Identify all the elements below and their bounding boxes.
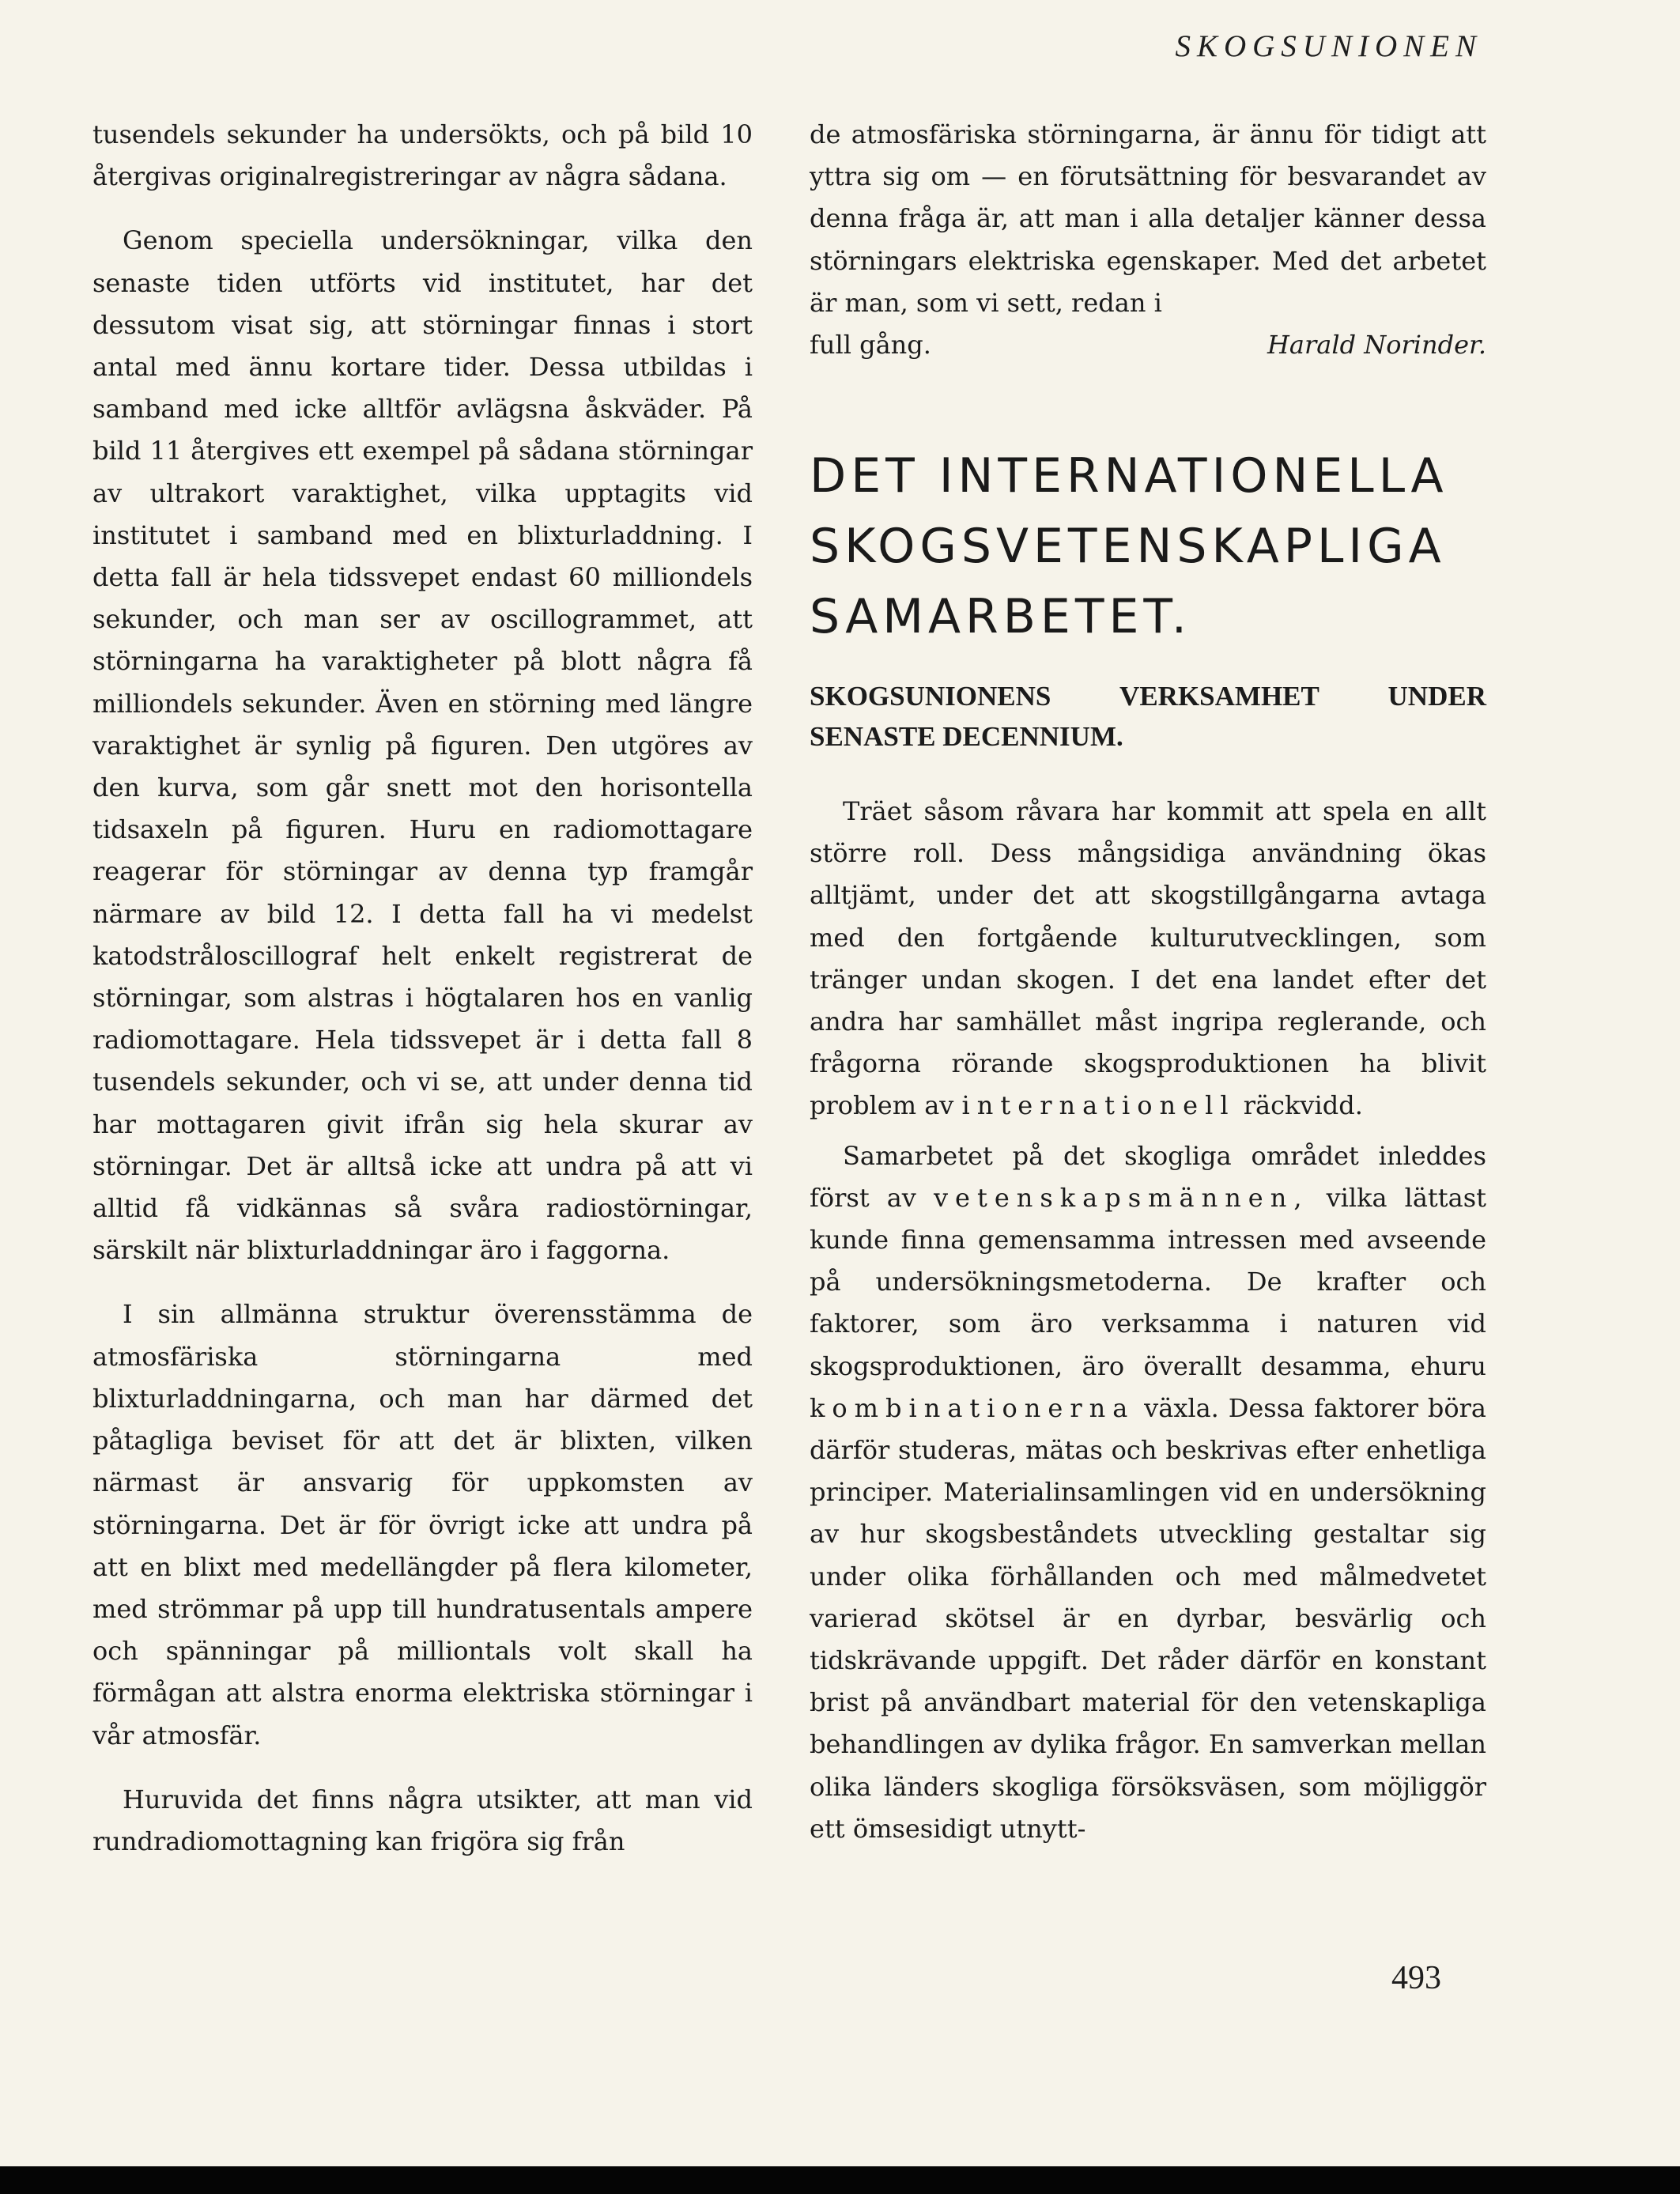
left-paragraph-4: Huruvida det finns några utsikter, att man vid rundradiomottagning kan frigöra sig från (92, 1784, 753, 1856)
right-paragraph-1: de atmosfäriska störningarna, är ännu för tidigt att yttra sig om — en förutsättning för besvarandet av denna fråga är, att man i alla detaljer känner dessa störningars elektriska egenskaper. Med det arbetet är man, som vi sett, redan i (810, 119, 1486, 318)
subtitle-word-1: SKOGSUNIONENS (810, 681, 1051, 712)
left-column (92, 114, 753, 1885)
running-head: SKOGSUNIONEN (1175, 29, 1482, 63)
left-paragraph-3: I sin allmänna struktur överensstämma de atmosfäriska störningarna med blixturladdningarna, och man har därmed det påtagliga beviset för att det är blixten, vilken närmast är ansvarig för uppkomsten av störningarna. Det är för övrigt icke att undra på att en blixt med medellängder på flera kilometer, med strömmar på upp till hundratusentals ampere och spänningar på milliontals volt skall ha förmågan att alstra enorma elektriska störningar i vår atmosfär. (92, 1299, 753, 1750)
signature-line (810, 324, 1486, 366)
scan-edge-bar (0, 2166, 1680, 2194)
right-paragraph-3-text-b: vilka lättast kunde finna gemensamma intressen med avseende på undersökningsmetoderna. De krafter och faktorer, som äro verksamma i naturen vid skogsproduktionen, äro överallt desamma, ehuru (810, 1182, 1487, 1381)
article-title-line-3: SAMARBETET. (810, 589, 1191, 644)
right-paragraph-3-text-c: växla. Dessa faktorer böra därför studeras, mätas och beskrivas efter enhetliga principer. Materialinsamlingen vid en undersökning av hur skogsbeståndets utveckling gestaltar sig under olika förhållanden och med målmedvetet varierad skötsel är en dyrbar, besvärlig och tidskrävande uppgift. Det råder därför en konstant brist på användbart material för den vetenskapliga behandlingen av dylika frågor. En samverkan mellan olika länders skogliga försöksväsen, som möjliggör ett ömsesidigt utnytt- (810, 1392, 1487, 1844)
right-paragraph-3 (810, 1135, 1486, 1850)
right-column-body (810, 791, 1486, 1858)
right-paragraph-2-end: räckvidd. (1243, 1090, 1363, 1121)
article-subtitle-line-1 (810, 676, 1486, 716)
article-subtitle-line-2: SENASTE DECENNIUM. (810, 721, 1123, 752)
author-signature: Harald Norinder. (1267, 330, 1486, 361)
spaced-word-vetenskapsmannen: vetenskapsmännen, (933, 1182, 1309, 1213)
right-paragraph-2-text: Träet såsom råvara har kommit att spela en allt större roll. Dess mångsidiga användning ökas alltjämt, under det att skogstillgångarna avtaga med den fortgående kulturutvecklingen, som tränger undan skogen. I det ena landet efter det andra har samhället måst ingripa reglerande, och frågorna rörande skogsproduktionen ha blivit problem av (810, 796, 1486, 1121)
left-paragraph-1: tusendels sekunder ha undersökts, och på bild 10 återgivas originalregistreringar av några sådana. (92, 119, 753, 192)
article-title (810, 441, 1505, 652)
right-column-top (810, 114, 1486, 366)
right-paragraph-2 (810, 791, 1486, 1127)
article-title-line-2: SKOGSVETENSKAPLIGA (810, 519, 1446, 574)
article-title-line-1: DET INTERNATIONELLA (810, 448, 1448, 504)
spaced-word-internationell: internationell (961, 1090, 1236, 1121)
left-paragraph-2: Genom speciella undersökningar, vilka den senaste tiden utförts vid institutet, har det dessutom visat sig, att störningar finnas i stort antal med ännu kortare tider. Dessa utbildas i samband med icke alltför avlägsna åskväder. På bild 11 återgives ett exempel på sådana störningar av ultrakort varaktighet, vilka upptagits vid institutet i samband med en blixturladdning. I detta fall är hela tidssvepet endast 60 milliondels sekunder, och man ser av oscillogrammet, att störningarna ha varaktigheter på blott några få milliondels sekunder. Även en störning med längre varaktighet är synlig på figuren. Den utgöres av den kurva, som går snett mot den horisontella tidsaxeln på figuren. Huru en radiomottagare reagerar för störningar av denna typ framgår närmare av bild 12. I detta fall ha vi medelst katodstråloscillograf helt enkelt registrerat de störningar, som alstras i högtalaren hos en vanlig radiomottagare. Hela tidssvepet är i detta fall 8 tusendels sekunder, och vi se, att under denna tid har mottagaren givit ifrån sig hela skurar av störningar. Det är alltså icke att undra på att vi alltid få vidkännas så svåra radiostörningar, särskilt när blixturladdningar äro i faggorna. (92, 225, 753, 1266)
page-number: 493 (1391, 1960, 1441, 1996)
subtitle-word-3: UNDER (1387, 681, 1486, 712)
subtitle-word-2: VERKSAMHET (1119, 681, 1319, 712)
spaced-word-kombinationerna: kombinationerna (810, 1392, 1135, 1423)
right-paragraph-3-text-a: Samarbetet på det skogliga området inleddes först av (810, 1140, 1486, 1213)
right-paragraph-1-end: full gång. (810, 330, 931, 361)
article-subtitle (810, 676, 1486, 757)
